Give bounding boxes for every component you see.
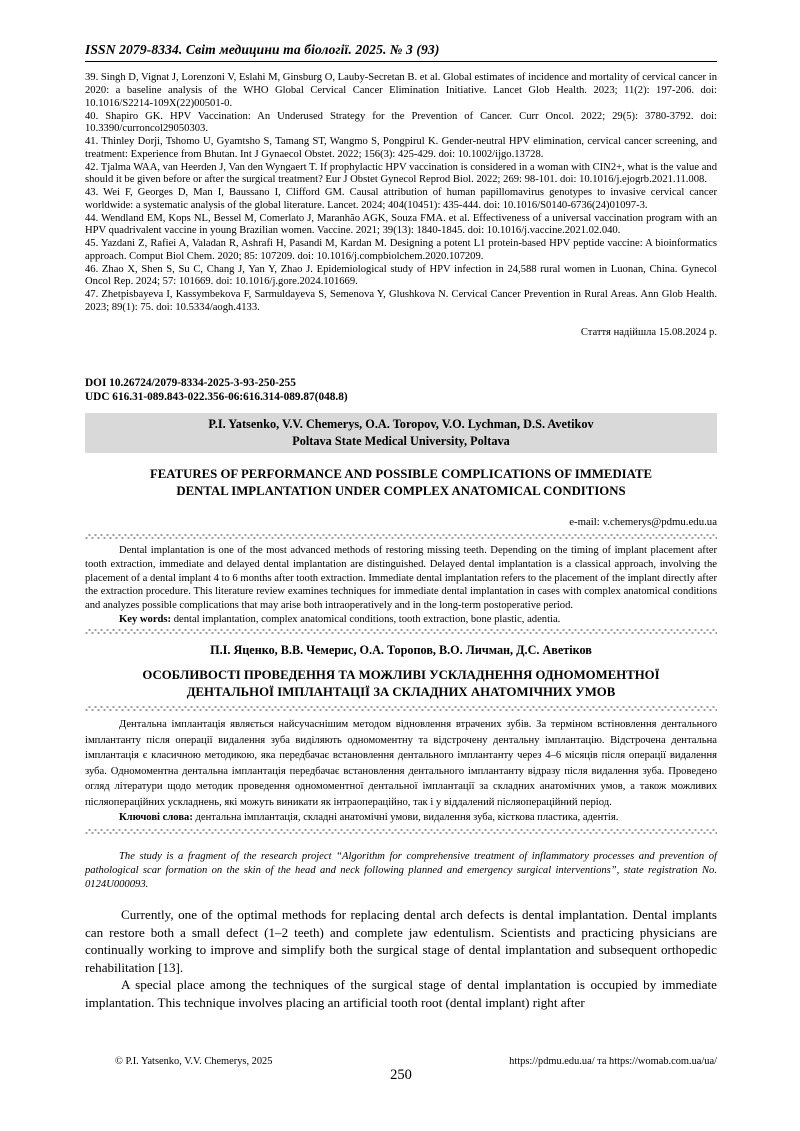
abstract-ua xyxy=(85,711,717,829)
keywords-en-text: dental implantation, complex anatomical conditions, tooth extraction, bone plastic, adentia. xyxy=(171,613,561,625)
doi-line: DOI 10.26724/2079-8334-2025-3-93-250-255 xyxy=(85,376,296,389)
page-footer xyxy=(85,1056,717,1096)
wavy-divider-ua-top xyxy=(85,706,717,711)
reference-item: 42. Tjalma WAA, van Heerden J, Van den Wyngaert T. If prophylactic HPV vaccination is considered in a woman with CIN2+, what is the value and should it be given before or after the surgical treatment? Eur J Obstet Gynecol Reprod Biol. 2022; 269: 98-101. doi: 10.1016/j.ejogrb.2021.11.008. xyxy=(85,161,717,186)
authors-en: P.I. Yatsenko, V.V. Chemerys, O.A. Toropov, V.O. Lychman, D.S. Avetikov xyxy=(208,417,594,432)
authors-band xyxy=(85,413,717,452)
keywords-ua-text: дентальна імплантація, складні анатомічні умови, видалення зуба, кісткова пластика, адентія. xyxy=(192,812,619,824)
body-paragraph: A special place among the techniques of the surgical stage of dental implantation is occupied by immediate implantation. This technique involves placing an artificial tooth root (dental implant) right after xyxy=(85,977,717,1010)
article-title-en xyxy=(85,466,717,499)
reference-item: 40. Shapiro GK. HPV Vaccination: An Underused Strategy for the Prevention of Cancer. Curr Oncol. 2022; 29(5): 3780-3792. doi: 10.3390/curroncol29050303. xyxy=(85,110,717,135)
page-content xyxy=(85,42,717,1012)
reference-item: 47. Zhetpisbayeva I, Kassymbekova F, Sarmuldayeva S, Semenova Y, Glushkova N. Cervical Cancer Prevention in Rural Areas. Ann Glob Health. 2023; 89(1): 75. doi: 10.5334/aogh.4133. xyxy=(85,289,717,313)
article-title-ua xyxy=(85,667,717,701)
wavy-divider-bottom xyxy=(85,829,717,834)
title-ua-line-1: ОСОБЛИВОСТІ ПРОВЕДЕННЯ ТА МОЖЛИВІ УСКЛАДНЕННЯ ОДНОМОМЕНТНОЇ xyxy=(142,667,660,682)
authors-ua: П.І. Яценко, В.В. Чемерис, О.А. Торопов, В.О. Личман, Д.С. Аветіков xyxy=(210,642,592,657)
funding-note-text: The study is a fragment of the research project “Algorithm for comprehensive treatment of inflammatory processes and prevention of pathological scar formation on the skin of the head and neck following planned and emergency surgical interventions”, state registration No. 0124U000093. xyxy=(85,851,717,890)
article-body xyxy=(85,906,717,1012)
title-en-line-1: FEATURES OF PERFORMANCE AND POSSIBLE COMPLICATIONS OF IMMEDIATE xyxy=(149,466,653,481)
udc-line: UDC 616.31-089.843-022.356-06:616.314-089.87(048.8) xyxy=(85,391,348,404)
references-list xyxy=(85,72,717,314)
contact-email[interactable]: e-mail: v.chemerys@pdmu.edu.ua xyxy=(569,516,717,529)
title-ua-line-2: ДЕНТАЛЬНОЇ ІМПЛАНТАЦІЇ ЗА СКЛАДНИХ АНАТОМІЧНИХ УМОВ xyxy=(186,684,616,699)
journal-urls[interactable]: https://pdmu.edu.ua/ та https://womab.com.ua/ua/ xyxy=(509,1056,717,1067)
keywords-ua-label: Ключові слова: xyxy=(119,812,193,824)
body-paragraph: Currently, one of the optimal methods for replacing dental arch defects is dental implantation. Dental implants can restore both a small defect (1–2 teeth) and complete jaw edentulism. Scientists and practicing physicians are continually working to improve and simplify both the surgical stage of dental implantation and subsequent orthopedic rehabilitation [13]. xyxy=(85,906,717,975)
received-note: Стаття надійшла 15.08.2024 р. xyxy=(580,326,717,338)
running-head: ISSN 2079-8334. Світ медицини та біології. 2025. № 3 (93) xyxy=(85,42,717,62)
title-en-line-2: DENTAL IMPLANTATION UNDER COMPLEX ANATOMICAL CONDITIONS xyxy=(176,483,626,498)
abstract-en-text: Dental implantation is one of the most advanced methods of restoring missing teeth. Depending on the timing of implant placement after tooth extraction, immediate and delayed dental implantation are distinguished. Delayed dental implantation is a classical approach, involving the placement of a dental implant 4 to 6 months after tooth extraction. Immediate dental implantation refers to the placement of the implant directly after the extraction procedure. This literature review examines techniques for immediate dental implantation in cases with complex anatomical conditions and analyzes possible complications that may arise both intraoperatively and in the long-term postoperative period. xyxy=(85,545,717,612)
reference-item: 39. Singh D, Vignat J, Lorenzoni V, Eslahi M, Ginsburg O, Lauby-Secretan B. et al. Global estimates of incidence and mortality of cervical cancer in 2020: a baseline analysis of the WHO Global Cervical Cancer Elimination Initiative. Lancet Glob Health. 2023; 11(2): 197-206. doi: 10.1016/S2214-109X(22)00501-0. xyxy=(85,72,717,109)
reference-item: 41. Thinley Dorji, Tshomo U, Gyamtsho S, Tamang ST, Wangmo S, Pongpirul K. Gender-neutral HPV elimination, cervical cancer screening, and treatment: Experience from Bhutan. Int J Gynaecol Obstet. 2022; 156(3): 425-429. doi: 10.1002/ijgo.13728. xyxy=(85,136,717,160)
doi-udc-block xyxy=(85,376,717,405)
abstract-ua-text: Дентальна імплантація являється найсучаснішим методом відновлення втрачених зубів. За терміном встіновлення дентального імплантанту після операції видалення зуба виділяють одномоментну та відстрочену дентальну імплантацію. Відстрочена дентальна імплантація є класичною методикою, яка передбачає встановлення дентального імплантанту через 4–6 місяців після операції видалення зуба. Одномоментна дентальна імплантація передбачає встановлення дентального імплантанту відразу після видалення зуба. Проведено огляд літератури щодо методик проведення одномоментної дентальної імплантації за складних анатомічних умов, а також можливих післяопераційних ускладнень, які можуть виникати як інтраопераційно, так і у віддалений післяопераційний період. xyxy=(85,719,717,808)
keywords-en-label: Key words: xyxy=(119,613,172,625)
keywords-en xyxy=(85,613,717,627)
article-block xyxy=(85,376,717,1012)
page-number: 250 xyxy=(390,1067,412,1083)
affiliation-en: Poltava State Medical University, Poltava xyxy=(292,433,510,448)
wavy-divider-middle xyxy=(85,629,717,634)
ukrainian-heading-block xyxy=(85,634,717,701)
keywords-ua xyxy=(85,810,717,826)
funding-note xyxy=(85,850,717,892)
reference-item: 46. Zhao X, Shen S, Su C, Chang J, Yan Y, Zhao J. Epidemiological study of HPV infection in 24,588 rural women in Luonan, China. Gynecol Oncol Rep. 2024; 57: 101669. doi: 10.1016/j.gore.2024.101669. xyxy=(85,263,717,288)
reference-item: 43. Wei F, Georges D, Man I, Baussano I, Clifford GM. Causal attribution of human papillomavirus genotypes to invasive cervical cancer worldwide: a systematic analysis of the global literature. Lancet. 2024; 404(10451): 435-444. doi: 10.1016/S0140-6736(24)01097-3. xyxy=(85,187,717,211)
reference-item: 44. Wendland EM, Kops NL, Bessel M, Comerlato J, Maranhão AGK, Souza FMA. et al. Effectiveness of a universal vaccination program with an HPV quadrivalent vaccine in young Brazilian women. Vaccine. 2021; 39(13): 1840-1845. doi: 10.1016/j.vaccine.2021.02.040. xyxy=(85,212,717,237)
abstract-en xyxy=(85,539,717,629)
reference-item: 45. Yazdani Z, Rafiei A, Valadan R, Ashrafi H, Pasandi M, Kardan M. Designing a potent L1 protein-based HPV peptide vaccine: A bioinformatics approach. Comput Biol Chem. 2020; 85: 107209. doi: 10.1016/j.compbiolchem.2020.107209. xyxy=(85,238,717,262)
copyright-line: © P.I. Yatsenko, V.V. Chemerys, 2025 xyxy=(115,1056,273,1067)
wavy-divider-top xyxy=(85,534,717,539)
